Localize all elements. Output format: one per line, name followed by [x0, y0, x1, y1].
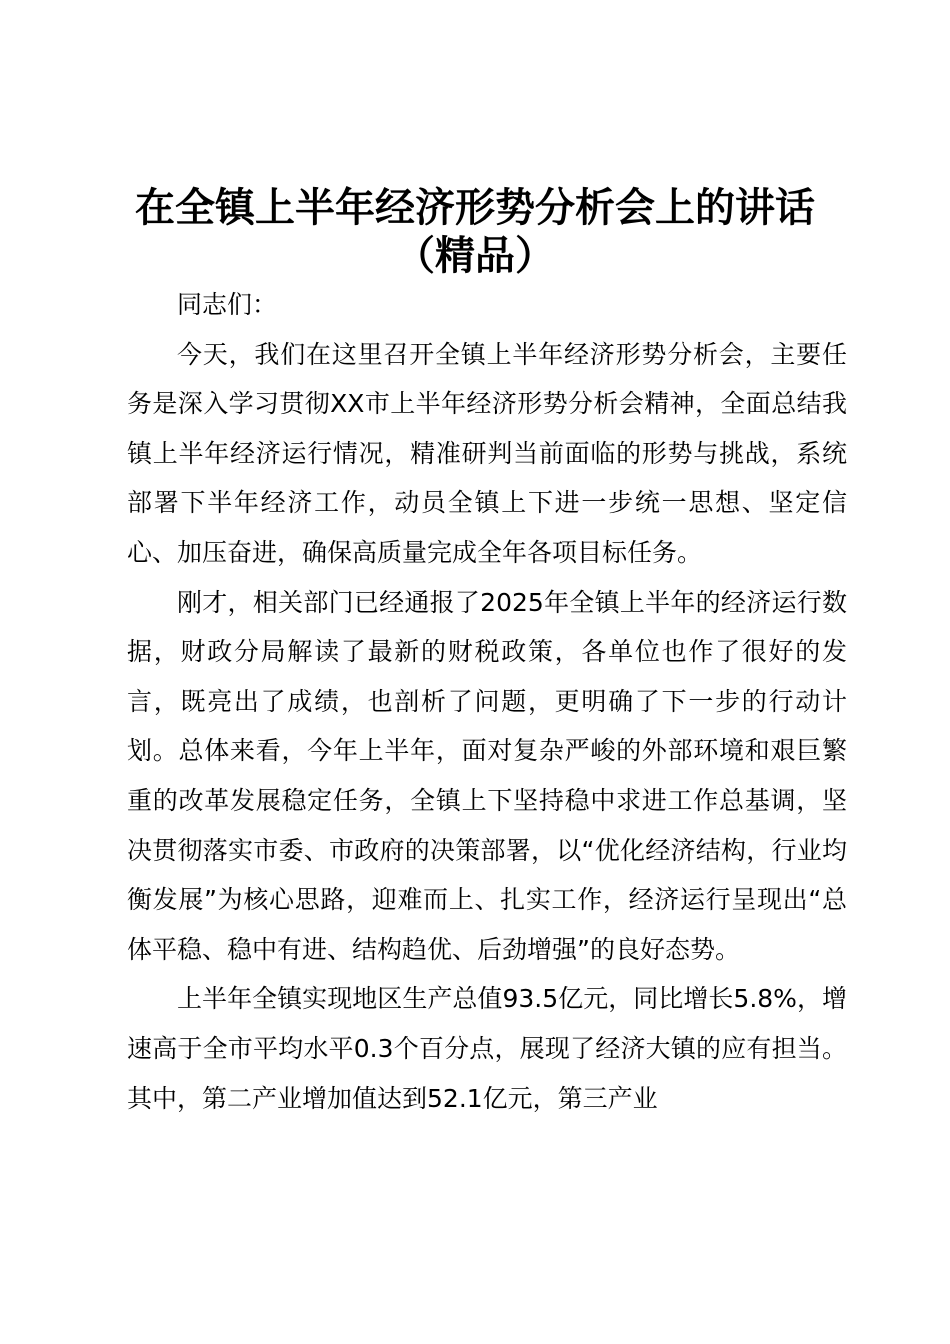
- document-title: 在全镇上半年经济形势分析会上的讲话: [135, 185, 815, 231]
- paragraph-opening: 今天，我们在这里召开全镇上半年经济形势分析会，主要任务是深入学习贯彻XX市上半年经济形势分析会精神，全面总结我镇上半年经济运行情况，精准研判当前面临的形势与挑战，系统部署下半年经济工作，动员全镇上下进一步统一思想、坚定信心、加压奋进，确保高质量完成全年各项目标任务。: [127, 339, 847, 567]
- paragraph-overview: 刚才，相关部门已经通报了2025年全镇上半年的经济运行数据，财政分局解读了最新的财税政策，各单位也作了很好的发言，既亮出了成绩，也剖析了问题，更明确了下一步的行动计划。总体来看，今年上半年，面对复杂严峻的外部环境和艰巨繁重的改革发展稳定任务，全镇上下坚持稳中求进工作总基调，坚决贯彻落实市委、市政府的决策部署，以“优化经济结构，行业均衡发展”为核心思路，迎难而上、扎实工作，经济运行呈现出“总体平稳、稳中有进、结构趋优、后劲增强”的良好态势。: [127, 587, 847, 964]
- salutation: 同志们：: [177, 290, 278, 319]
- paragraph-gdp: 上半年全镇实现地区生产总值93.5亿元，同比增长5.8%，增速高于全市平均水平0.3个百分点，展现了经济大镇的应有担当。其中，第二产业增加值达到52.1亿元，第三产业: [127, 984, 847, 1113]
- document-body: [127, 280, 847, 1123]
- document-subtitle: （精品）: [395, 233, 555, 279]
